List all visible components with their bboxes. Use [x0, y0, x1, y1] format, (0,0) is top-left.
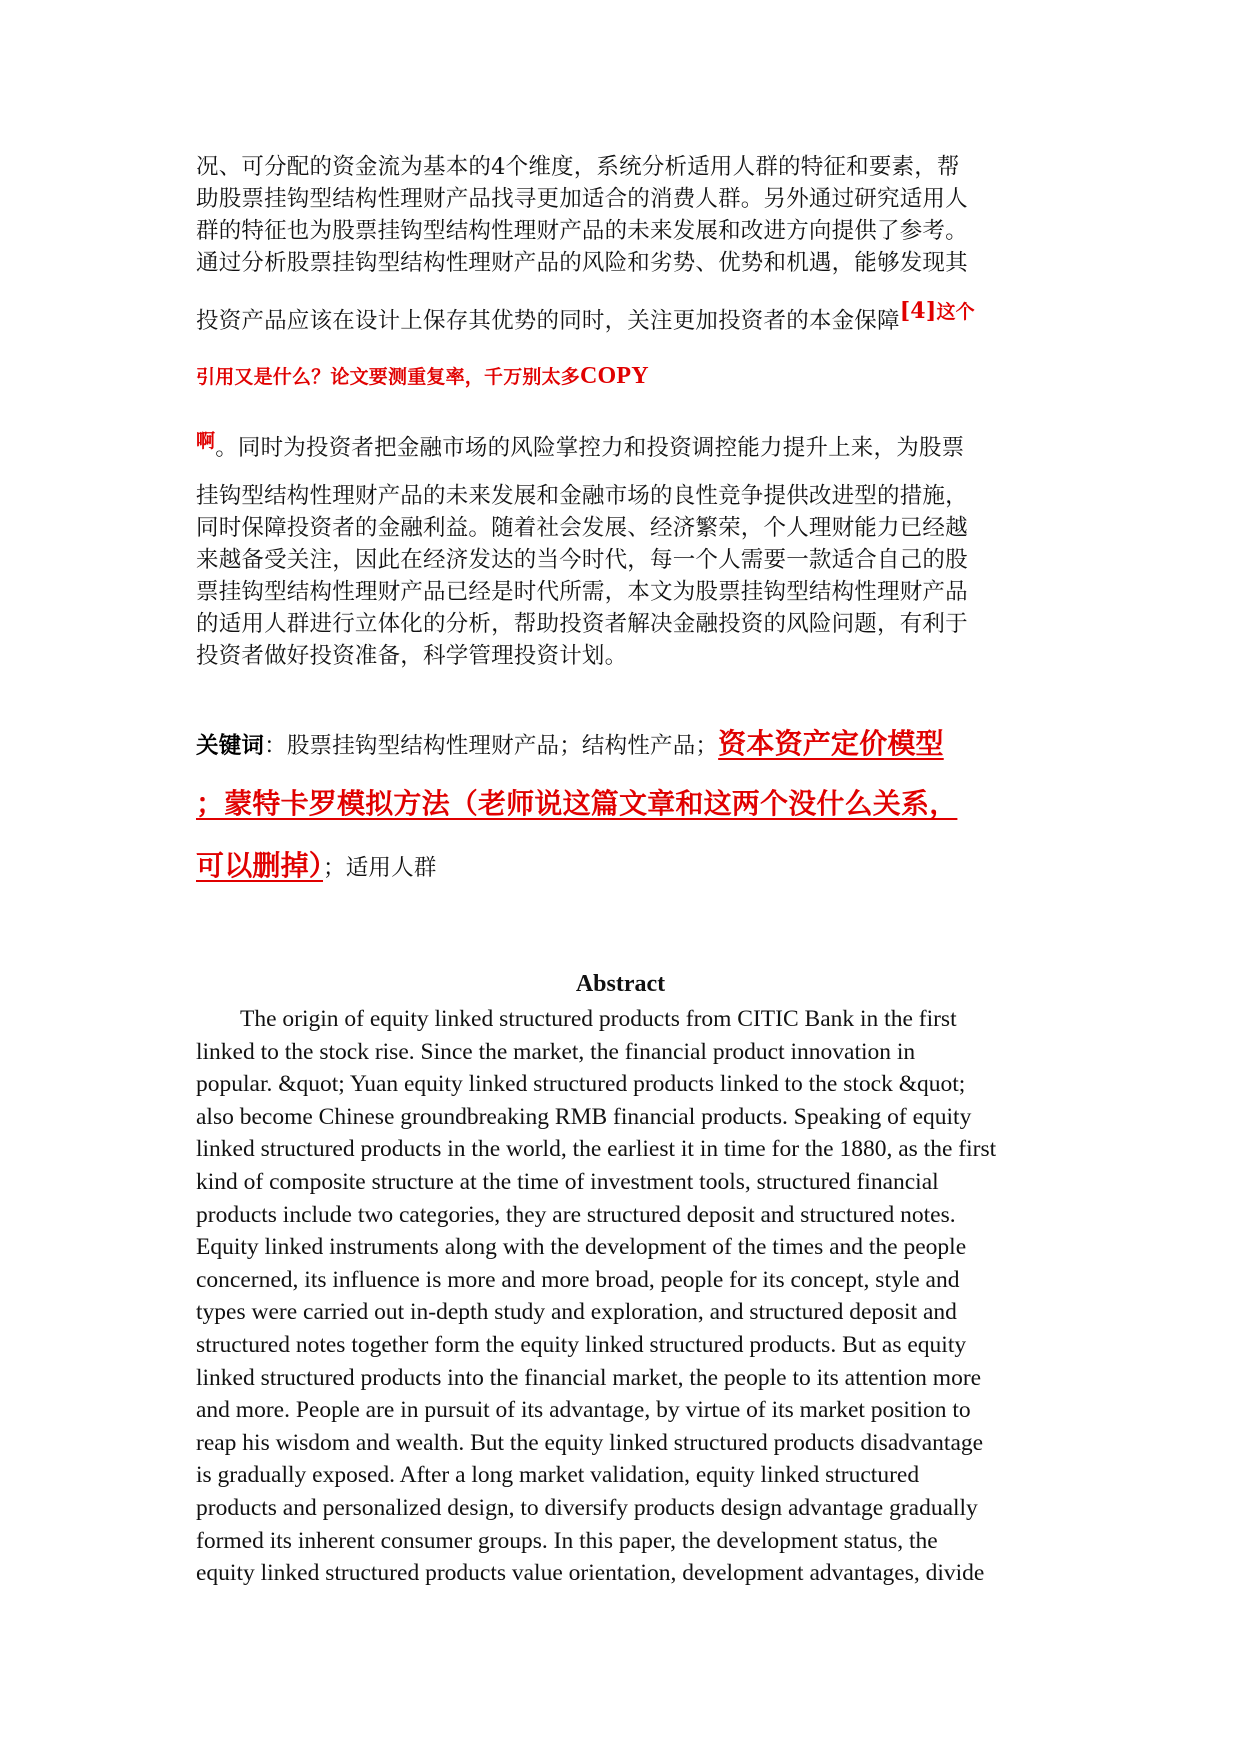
abstract-line: products include two categories, they are structured deposit and structured notes.: [196, 1201, 956, 1228]
comment-text: 引用又是什么？论文要测重复率，千万别太多: [196, 366, 581, 388]
abstract-line: The origin of equity linked structured products from CITIC Bank in the first: [240, 1006, 957, 1032]
reviewer-comment: [196, 360, 1056, 393]
abstract-line: reap his wisdom and wealth. But the equity linked structured products disadvantage: [196, 1429, 984, 1456]
keywords-line-1: [196, 724, 1056, 764]
citation-marker: [900, 298, 975, 324]
abstract-line: structured notes together form the equity linked structured products. But as equity: [196, 1331, 967, 1358]
citation-number: [4]: [899, 298, 937, 324]
cn-line: 挂钩型结构性理财产品的未来发展和金融市场的良性竞争提供改进型的措施，: [196, 483, 968, 509]
abstract-line: concerned, its influence is more and more broad, people for its concept, style and: [196, 1266, 960, 1293]
abstract-line: kind of composite structure at the time of investment tools, structured financial: [196, 1168, 939, 1195]
cn-line: 票挂钩型结构性理财产品已经是时代所需，本文为股票挂钩型结构性理财产品: [196, 579, 968, 605]
comment-end: 啊: [196, 430, 216, 452]
cn-line: 通过分析股票挂钩型结构性理财产品的风险和劣势、优势和机遇，能够发现其: [196, 250, 968, 276]
abstract-line: products and personalized design, to diversify products design advantage gradually: [196, 1494, 978, 1521]
cn-line: 投资产品应该在设计上保存其优势的同时，关注更加投资者的本金保障: [196, 308, 900, 334]
cn-line: 同时保障投资者的金融利益。随着社会发展、经济繁荣，个人理财能力已经越: [196, 515, 968, 541]
abstract-line: popular. &quot; Yuan equity linked structured products linked to the stock &quot;: [196, 1071, 966, 1098]
abstract-title: Abstract: [575, 971, 666, 997]
keyword-deleted-1: 资本资产定价模型: [718, 727, 944, 760]
citation-line: [196, 298, 1056, 338]
keywords-line-3: [196, 846, 1056, 886]
chinese-abstract-part-b: [196, 480, 1056, 672]
abstract-line: formed its inherent consumer groups. In this paper, the development status, the: [196, 1527, 938, 1554]
keywords-text: 股票挂钩型结构性理财产品；结构性产品；: [286, 733, 719, 759]
resume-line: [196, 432, 1056, 465]
cn-line: 况、可分配的资金流为基本的4个维度，系统分析适用人群的特征和要素，帮: [196, 154, 960, 180]
keywords-line-2: [196, 784, 1056, 824]
abstract-line: linked structured products into the financial market, the people to its attention more: [196, 1364, 982, 1391]
abstract-body: [196, 1003, 1076, 1590]
abstract-line: and more. People are in pursuit of its advantage, by virtue of its market position to: [196, 1397, 971, 1424]
cn-line: 助股票挂钩型结构性理财产品找寻更加适合的消费人群。另外通过研究适用人: [196, 186, 968, 212]
cn-line: 投资者做好投资准备，科学管理投资计划。: [196, 643, 628, 669]
abstract-line: is gradually exposed. After a long market validation, equity linked structured: [196, 1462, 920, 1489]
cn-line: 来越备受关注，因此在经济发达的当今时代，每一个人需要一款适合自己的股: [196, 547, 968, 573]
comment-start: 这个: [936, 301, 975, 323]
keyword-deleted-2: ；蒙特卡罗模拟方法（老师说这篇文章和这两个没什么关系，: [196, 787, 958, 820]
cn-line: 群的特征也为股票挂钩型结构性理财产品的未来发展和改进方向提供了参考。: [196, 218, 968, 244]
comment-copy-word: COPY: [580, 363, 649, 389]
abstract-line: types were carried out in-depth study and exploration, and structured deposit and: [196, 1299, 957, 1326]
abstract-line: linked structured products in the world, the earliest it in time for the 1880, as the first: [196, 1136, 997, 1163]
cn-line: 的适用人群进行立体化的分析，帮助投资者解决金融投资的风险问题，有利于: [196, 611, 968, 637]
keywords-colon: ：: [264, 733, 287, 759]
cn-line: 。同时为投资者把金融市场的风险掌控力和投资调控能力提升上来，为股票: [215, 435, 965, 461]
keywords-tail: ；适用人群: [323, 855, 437, 881]
keywords-label: 关键词: [196, 733, 265, 759]
abstract-line: also become Chinese groundbreaking RMB financial products. Speaking of equity: [196, 1103, 972, 1130]
abstract-line: linked to the stock rise. Since the market, the financial product innovation in: [196, 1038, 916, 1065]
keyword-deleted-3: 可以删掉）: [196, 849, 324, 882]
chinese-abstract-part-a: [196, 151, 1056, 279]
abstract-line: Equity linked instruments along with the development of the times and the people: [196, 1234, 967, 1261]
abstract-line: equity linked structured products value orientation, development advantages, divide: [196, 1560, 985, 1587]
